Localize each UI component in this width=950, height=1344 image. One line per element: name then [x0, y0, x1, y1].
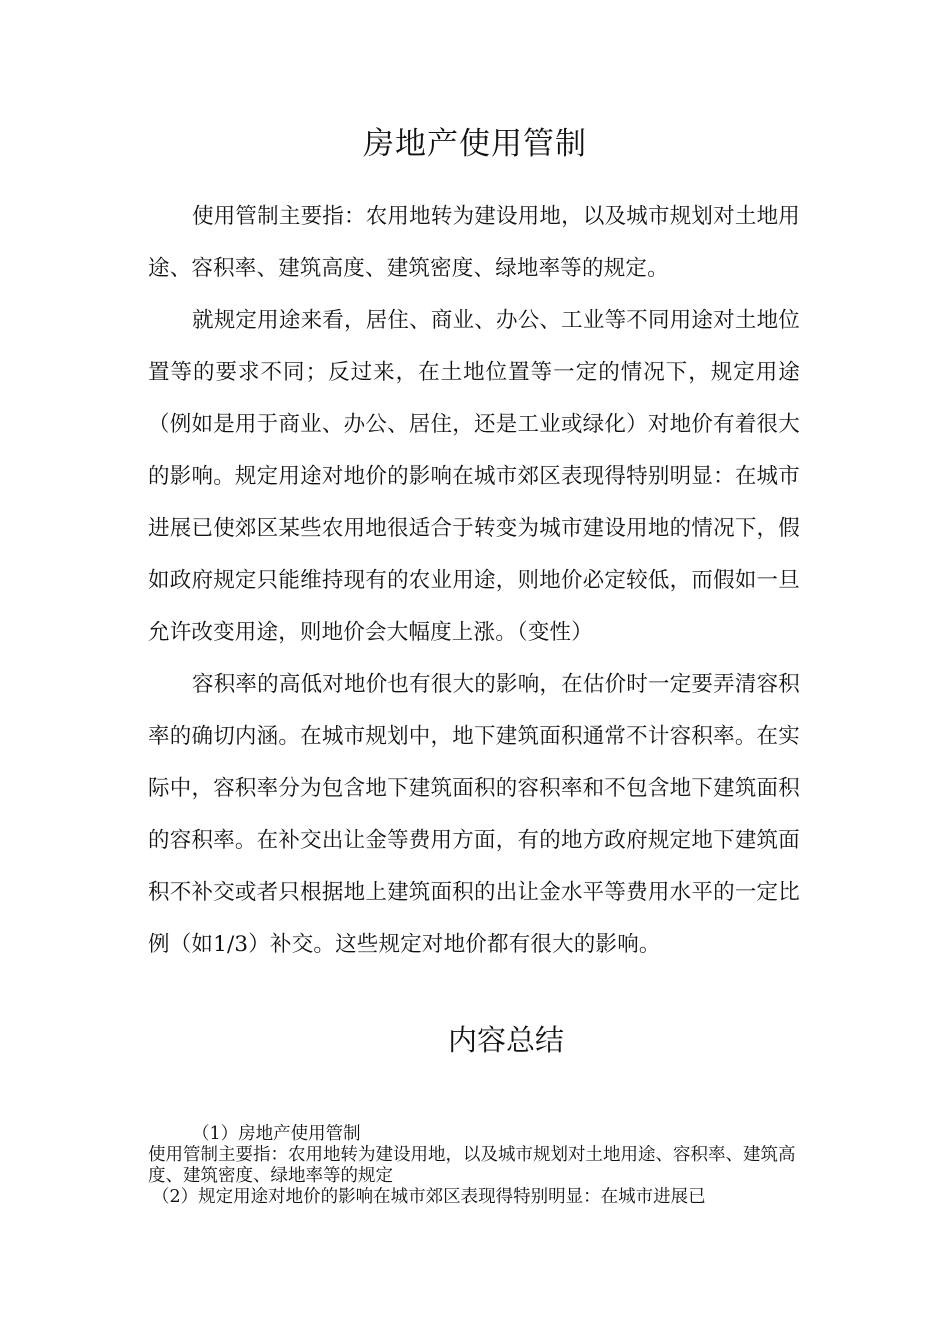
summary-item-2-text: （2）规定用途对地价的影响在城市郊区表现得特别明显：在城市进展已 [152, 1187, 706, 1207]
summary-item-1-text: 使用管制主要指：农用地转为建设用地，以及城市规划对土地用途、容积率、建筑高度、建筑密度、绿地率等的规定 [148, 1145, 796, 1186]
summary-title: 内容总结 [447, 1023, 564, 1057]
document-body [148, 191, 800, 971]
summary-section [148, 1124, 800, 1208]
paragraph-plot-ratio: 容积率的高低对地价也有很大的影响，在估价时一定要弄清容积率的确切内涵。在城市规划中，地下建筑面积通常不计容积率。在实际中，容积率分为包含地下建筑面积的容积率和不包含地下建筑面积的容积率。在补交出让金等费用方面，有的地方政府规定地下建筑面积不补交或者只根据地上建筑面积的出让金水平等费用水平的一定比例（如1/3）补交。这些规定对地价都有很大的影响。 [148, 672, 800, 957]
paragraph-land-use: 就规定用途来看，居住、商业、办公、工业等不同用途对土地位置等的要求不同；反过来，在土地位置等一定的情况下，规定用途（例如是用于商业、办公、居住，还是工业或绿化）对地价有着很大的影响。规定用途对地价的影响在城市郊区表现得特别明显：在城市进展已使郊区某些农用地很适合于转变为城市建设用地的情况下，假如政府规定只能维持现有的农业用途，则地价必定较低，而假如一旦允许改变用途，则地价会大幅度上涨。（变性） [148, 308, 800, 645]
summary-item-1-heading: （1）房地产使用管制 [192, 1124, 361, 1144]
paragraph-usage-control: 使用管制主要指：农用地转为建设用地，以及城市规划对土地用途、容积率、建筑高度、建筑密度、绿地率等的规定。 [148, 204, 800, 281]
document-title: 房地产使用管制 [363, 126, 587, 162]
